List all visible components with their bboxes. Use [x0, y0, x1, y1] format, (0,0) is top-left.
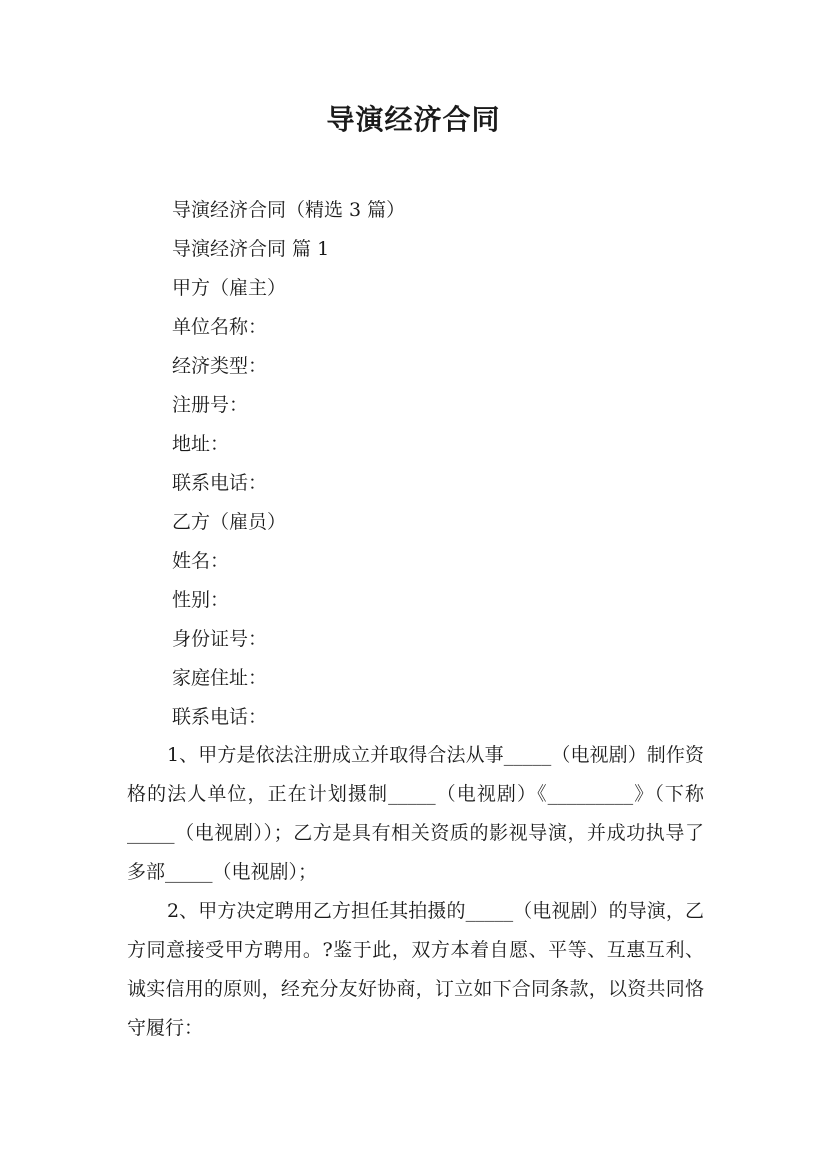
party-a-econ-type-field: 经济类型： — [172, 355, 268, 377]
section-heading: 导演经济合同 篇 1 — [172, 238, 330, 260]
clause-paragraph-1: 1、甲方是依法注册成立并取得合法从事_____（电视剧）制作资格的法人单位，正在计划摄制_____（电视剧）《_________》（下称_____（电视剧））；乙方是具有相关资质的影视导演，并成功执导了多部_____（电视剧）； — [127, 744, 704, 883]
party-a-company-field: 单位名称： — [172, 316, 268, 338]
clause-paragraph-2: 2、甲方决定聘用乙方担任其拍摄的_____（电视剧）的导演，乙方同意接受甲方聘用。?鉴于此，双方本着自愿、平等、互惠互利、诚实信用的原则，经充分友好协商，订立如下合同条款，以资共同恪守履行： — [127, 900, 704, 1039]
party-a-heading: 甲方（雇主） — [172, 277, 287, 299]
party-b-phone-field: 联系电话： — [172, 706, 268, 728]
party-a-phone-field: 联系电话： — [172, 472, 268, 494]
party-b-gender-field: 性别： — [172, 589, 230, 611]
document-title: 导演经济合同 — [326, 103, 501, 136]
party-b-heading: 乙方（雇员） — [172, 511, 287, 533]
party-b-name-field: 姓名： — [172, 550, 230, 572]
party-a-reg-no-field: 注册号： — [172, 394, 249, 416]
subtitle-line: 导演经济合同（精选 3 篇） — [172, 199, 406, 221]
party-b-home-address-field: 家庭住址： — [172, 667, 268, 689]
party-b-id-field: 身份证号： — [172, 628, 268, 650]
party-a-address-field: 地址： — [172, 433, 230, 455]
